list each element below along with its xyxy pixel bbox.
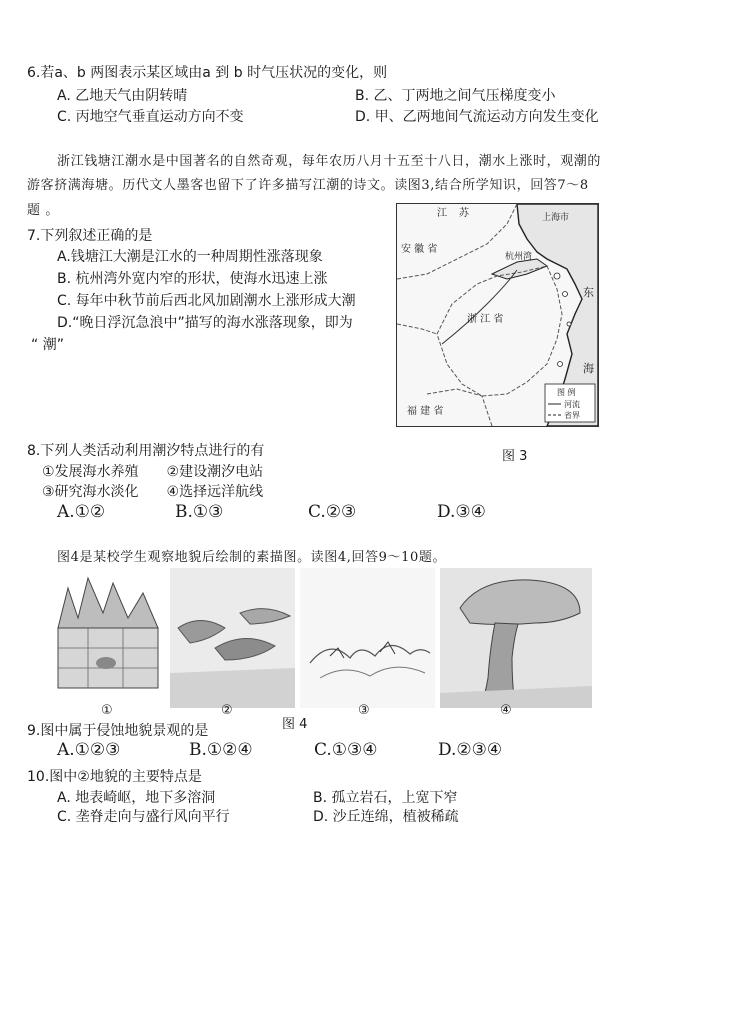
q7-stem: 7.下列叙述正确的是 [27, 228, 153, 244]
q10-option-a: A. 地表崎岖，地下多溶洞 [57, 790, 216, 806]
passage1-line3: 题 。 [27, 203, 59, 218]
q9-stem: 9.图中属于侵蚀地貌景观的是 [27, 723, 209, 739]
figure4-label-4: ④ [500, 703, 512, 718]
label-jiangsu-2: 苏 [459, 208, 469, 219]
q8-items-row1: ①发展海水养殖 ②建设潮汐电站 [42, 464, 264, 480]
yardang-sketch [170, 568, 295, 708]
map-drawing [397, 204, 598, 426]
q10-option-c: C. 垄脊走向与盛行风向平行 [57, 809, 230, 825]
label-hangzhou-bay: 杭州湾 [505, 252, 533, 262]
island [563, 292, 568, 297]
q7-option-d-continuation: “ 潮” [31, 337, 64, 353]
province-boundary [397, 204, 517, 279]
zhejiang-boundary [437, 266, 562, 396]
q8-option-c: C.②③ [308, 502, 357, 522]
q8-items-row2: ③研究海水淡化 ④选择远洋航线 [42, 484, 264, 500]
q8-stem: 8.下列人类活动利用潮汐特点进行的有 [27, 443, 265, 459]
dune-sketch [300, 568, 435, 708]
label-jiangsu: 江 [437, 208, 447, 219]
mushroom-rock-sketch [440, 568, 592, 708]
legend-boundary: 省界 [564, 411, 580, 420]
q7-option-a: A.钱塘江大潮是江水的一种周期性涨落现象 [57, 249, 323, 265]
figure4-sketch-3 [300, 568, 435, 708]
q7-option-b: B. 杭州湾外宽内窄的形状，使海水迅速上涨 [57, 271, 328, 287]
legend-title: 图 例 [557, 388, 576, 397]
q6-option-b: B. 乙、丁两地之间气压梯度变小 [355, 88, 556, 104]
q6-option-c: C. 丙地空气垂直运动方向不变 [57, 109, 244, 125]
q8-option-b: B.①③ [175, 502, 224, 522]
q7-option-d: D.“晚日浮沉急浪中”描写的海水涨落现象，即为 [57, 315, 353, 331]
figure4-sketch-2 [170, 568, 295, 708]
karst-block-sketch [48, 568, 168, 708]
figure3-map [396, 203, 599, 427]
island [567, 322, 571, 326]
label-sea: 海 [583, 362, 594, 375]
figure4-sketch-1 [48, 568, 168, 708]
label-shanghai: 上海市 [542, 213, 570, 223]
q10-option-d: D. 沙丘连绵，植被稀疏 [313, 809, 459, 825]
figure4-label-3: ③ [358, 703, 370, 718]
island [554, 273, 560, 279]
q6-stem: 6.若a、b 两图表示某区域由a 到 b 时气压状况的变化，则 [27, 65, 388, 81]
q9-option-a: A.①②③ [57, 740, 121, 760]
q6-option-d: D. 甲、乙两地间气流运动方向发生变化 [355, 109, 599, 125]
q7-option-c: C. 每年中秋节前后西北风加剧潮水上涨形成大潮 [57, 293, 356, 309]
figure4-label-1: ① [101, 703, 113, 718]
q9-option-b: B.①②④ [189, 740, 253, 760]
q9-option-d: D.②③④ [438, 740, 503, 760]
q6-option-a: A. 乙地天气由阴转晴 [57, 88, 188, 104]
passage1-line2: 游客挤满海塘。历代文人墨客也留下了许多描写江潮的诗文。读图3,结合所学知识，回答7～8 [27, 178, 589, 193]
q10-option-b: B. 孤立岩石，上宽下窄 [313, 790, 458, 806]
figure4-label-2: ② [221, 703, 233, 718]
passage1-line1: 浙江钱塘江潮水是中国著名的自然奇观，每年农历八月十五至十八日，潮水上涨时，观潮的 [57, 154, 602, 169]
label-fujian: 福 建 省 [407, 406, 444, 417]
q8-option-d: D.③④ [437, 502, 486, 522]
label-anhui: 安 徽 省 [401, 244, 438, 255]
label-east: 东 [583, 286, 594, 299]
figure4-caption: 图 4 [282, 717, 308, 732]
river [442, 270, 517, 344]
figure4-sketch-4 [440, 568, 592, 708]
q10-stem: 10.图中②地貌的主要特点是 [27, 769, 202, 785]
figure3-caption: 图 3 [502, 449, 528, 464]
island [558, 362, 563, 367]
q9-option-c: C.①③④ [314, 740, 378, 760]
hangzhou-bay [492, 259, 547, 279]
label-zhejiang: 浙 江 省 [467, 314, 504, 325]
passage2: 图4是某校学生观察地貌后绘制的素描图。读图4,回答9～10题。 [57, 550, 447, 565]
legend-river: 河流 [564, 400, 580, 409]
province-boundary [397, 324, 437, 334]
q8-option-a: A.①② [57, 502, 106, 522]
